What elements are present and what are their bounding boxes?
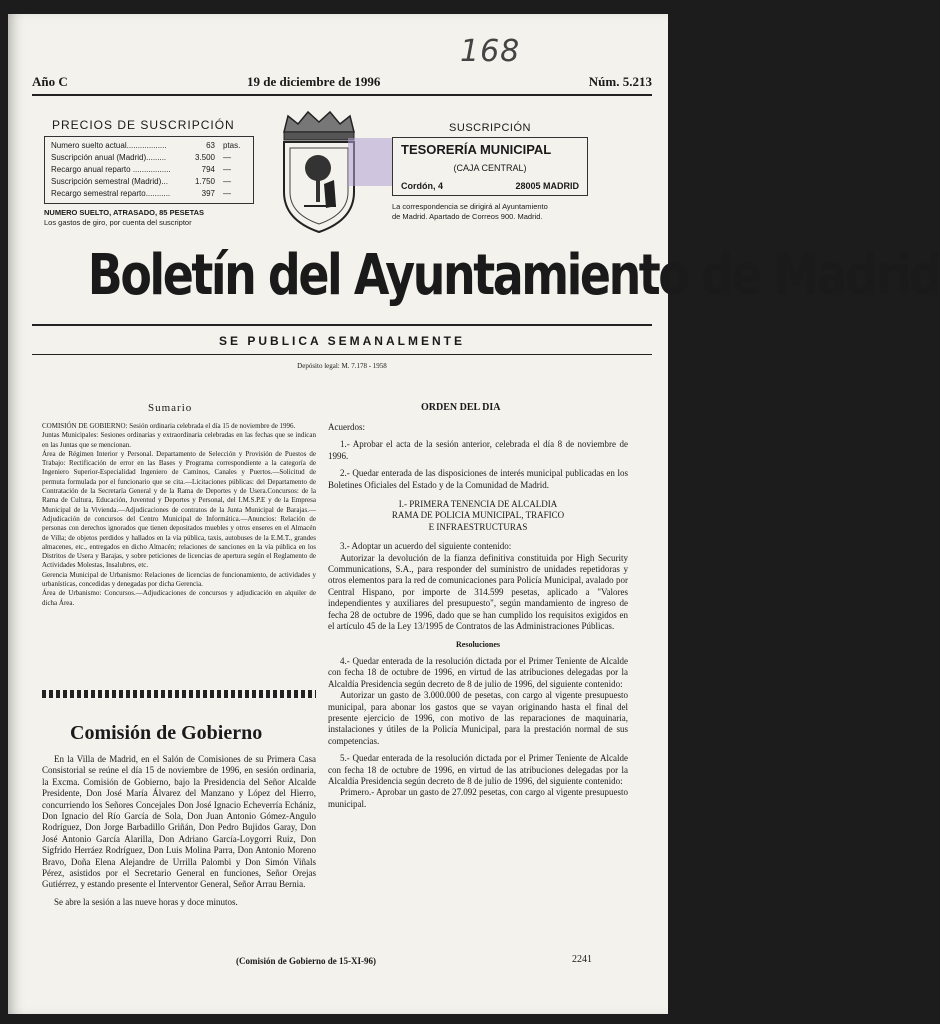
- agenda-title: ORDEN DEL DIA: [421, 402, 501, 413]
- frequency-rule: [32, 354, 652, 355]
- price-row: Recargo anual reparto ................. 794 —: [51, 165, 231, 174]
- summary-title: Sumario: [148, 402, 193, 414]
- summary-paragraph: Juntas Municipales: Sesiones ordinarias y extraordinaria celebradas en las fechas que se indican en las Juntas que se mencionan.: [42, 431, 316, 449]
- price-row: Suscripción semestral (Madrid)... 1.750 —: [51, 177, 231, 186]
- agenda-item: 4.- Quedar enterada de la resolución dictada por el Primer Teniente de Alcalde con fecha 18 de octubre de 1996, en virtud de las atribuciones delegadas por la Alcaldía Presidencia según decreto de 8 de julio de 1996, del siguiente contenido:: [328, 655, 628, 689]
- section-heading: I.- PRIMERA TENENCIA DE ALCALDIA RAMA DE POLICIA MUNICIPAL, TRAFICO E INFRAESTRUCTURAS: [391, 499, 565, 532]
- agenda-item: 2.- Quedar enterada de las disposiciones de interés municipal publicadas en los Boletines Oficiales del Estado y de la Comunidad de Madrid.: [328, 468, 628, 490]
- correspondence-note: La correspondencia se dirigirá al Ayuntamiento de Madrid. Apartado de Correos 900. Madrid.: [392, 202, 548, 221]
- price-row: Recargo semestral reparto........... 397 —: [51, 189, 231, 198]
- prices-title: PRECIOS DE SUSCRIPCIÓN: [52, 118, 235, 132]
- agenda-item: 3.- Adoptar un acuerdo del siguiente contenido:: [340, 541, 512, 552]
- publication-frequency: SE PUBLICA SEMANALMENTE: [219, 334, 465, 348]
- subscription-office: [392, 122, 588, 222]
- masthead-rule: [32, 324, 652, 326]
- issue-year: Año C: [32, 74, 68, 89]
- agenda-item: 5.- Quedar enterada de la resolución dictada por el Primer Teniente de Alcalde con fecha 18 de octubre de 1996, en virtud de las atribuciones delegadas por la Alcaldía Presidencia según decreto de 8 de julio de 1996, del siguiente contenido:: [328, 753, 628, 786]
- prices-note: NUMERO SUELTO, ATRASADO, 85 PESETAS Los gastos de giro, por cuenta del suscriptor: [44, 208, 205, 227]
- library-stamp: [348, 138, 392, 186]
- prices-table: [44, 136, 254, 204]
- handwritten-page-number: 168: [460, 34, 521, 69]
- decorative-divider: [42, 690, 316, 698]
- agenda-item-body: Primero.- Aprobar un gasto de 27.092 pesetas, con cargo al vigente presupuesto municipal.: [328, 787, 628, 809]
- resoluciones-heading: Resoluciones: [456, 639, 500, 649]
- summary-paragraph: Gerencia Municipal de Urbanismo: Relaciones de licencias de funcionamiento, de actividades y urbanísticas, concedidas y denegadas por dicha Gerencia.: [42, 570, 316, 589]
- legal-deposit: Depósito legal: M. 7.178 - 1958: [297, 362, 387, 370]
- footer-session: (Comisión de Gobierno de 15-XI-96): [236, 956, 376, 966]
- summary-column: [42, 422, 316, 608]
- issue-date: 19 de diciembre de 1996: [247, 74, 381, 89]
- acuerdos-label: Acuerdos:: [328, 422, 365, 432]
- page-number: 2241: [572, 954, 592, 965]
- price-row: Suscripción anual (Madrid)......... 3.500 —: [51, 153, 231, 162]
- document-page: [8, 14, 940, 1014]
- agenda-item: 1.- Aprobar el acta de la sesión anterior, celebrada el día 8 de noviembre de 1996.: [328, 439, 628, 461]
- agenda-item-body: Autorizar la devolución de la fianza definitiva constituida por High Security Communications, S.A., para responder del suministro de unidades repetidoras y otros elementos para la red de comunicaciones para Policía Municipal, avalado por Central Hispano, por importe de 314.599 pesetas, aplicado a "Valores independientes y auxiliares del presupuesto", según mandamiento de ingreso de fecha 28 de octubre de 1996, dado que se han cumplido los requisitos exigidos en el artículo 45 de la Ley 13/1995 de Contratos de las Administraciones Públicas.: [328, 552, 628, 632]
- summary-paragraph: Área de Régimen Interior y Personal. Departamento de Selección y Provisión de Puestos de Trabajo: Rectificación de error en las Bases y Programa correspondiente a la categoría de Ingeniero Superior-Especialidad Ingeniero de Caminos, Canales y Puertos.—Solicitud de permuta formulada por el funcionario que se cita.—Licitaciones públicas: del Departamento de Contratación de la Secretaría General y de la Rama de Deportes y de Usera.Concursos: de la Rama de Cultura, Educación, Juventud y Deportes y Personal, del I.M.S.P.E y de la Empresa Municipal de la Vivienda.—Adjudicaciones de contratos de la Junta Municipal de Barajas.—Adjudicación de concursos del Centro Municipal de Informática.—Anuncios: Relación de personas con derechos ignorados que tienen depositados muebles y otros enseres en el Almacén de Villa; de objetos perdidos y hallados en la vía pública, taxis, autobuses de la E.M.T., grandes almacenes, etc., entregados en dicho Almacén; relaciones de sanciones en la vía pública en los Distritos de Usera y Barajas, y sobre peticiones de licencias de apertura según el Reglamento de Actividades Molestas, Insalubres, etc.: [42, 449, 316, 570]
- subscription-title: SUSCRIPCIÓN: [449, 122, 531, 134]
- section-title: Comisión de Gobierno: [70, 722, 263, 744]
- summary-paragraph: COMISIÓN DE GOBIERNO: Sesión ordinaria celebrada el día 15 de noviembre de 1996.: [42, 422, 296, 430]
- body-paragraph: Se abre la sesión a las nueve horas y doce minutos.: [54, 896, 238, 907]
- issue-number: Núm. 5.213: [588, 74, 652, 89]
- header-rule: [32, 94, 652, 96]
- agenda-item-body: Autorizar un gasto de 3.000.000 de pesetas, con cargo al vigente presupuesto municipal, para abonar los gastos que se vayan originando hasta el final del presente ejercicio de 1996, con motivo de las reparaciones de maquinaria, instalaciones y útiles de la Policía Municipal, para la prestación normal de sus competencias.: [328, 690, 628, 746]
- agenda-column: [328, 422, 628, 816]
- comision-column: [42, 754, 316, 908]
- masthead-title: Boletín del Ayuntamiento de Madrid: [87, 243, 940, 308]
- price-row: Numero suelto actual.................. 63 ptas.: [51, 141, 241, 150]
- summary-paragraph: Área de Urbanismo: Concursos.—Adjudicaciones de concursos y adjudicación en alquiler de dicha Área.: [42, 589, 316, 607]
- subscription-prices: [44, 118, 254, 228]
- body-paragraph: En la Villa de Madrid, en el Salón de Comisiones de su Primera Casa Consistorial se reúne el día 15 de noviembre de 1996, en sesión ordinaria, la Excma. Comisión de Gobierno, bajo la Presidencia del Señor Alcalde Presidente, Don José María Álvarez del Manzano y López del Hierro, concurriendo los Señores Concejales Don José Ignacio Echeverría Echániz, Don Ignacio del Río García de Sola, Don Juan Antonio Gómez-Angulo Rodríguez, Don Jorge Barbadillo Griñán, Don Pedro Bujidos Garay, Don José Antonio García Alarilla, Don Adriano García-Loygorri Ruiz, Don Sigfrido Herráez Rodríguez, Don Luis Molina Parra, Don Antonio Moreno Bravo, Doña Elena Alejandre de Urrilla Palombi y Don Simón Viñals Pérez, asistidos por el Secretario General en funciones, Señor Orejas Gutiérrez, y estando presente el Interventor General, Señor Arrau Bernia.: [42, 754, 316, 890]
- subscription-box: TESORERÍA MUNICIPAL (CAJA CENTRAL) Cordón, 4 28005 MADRID: [392, 137, 588, 196]
